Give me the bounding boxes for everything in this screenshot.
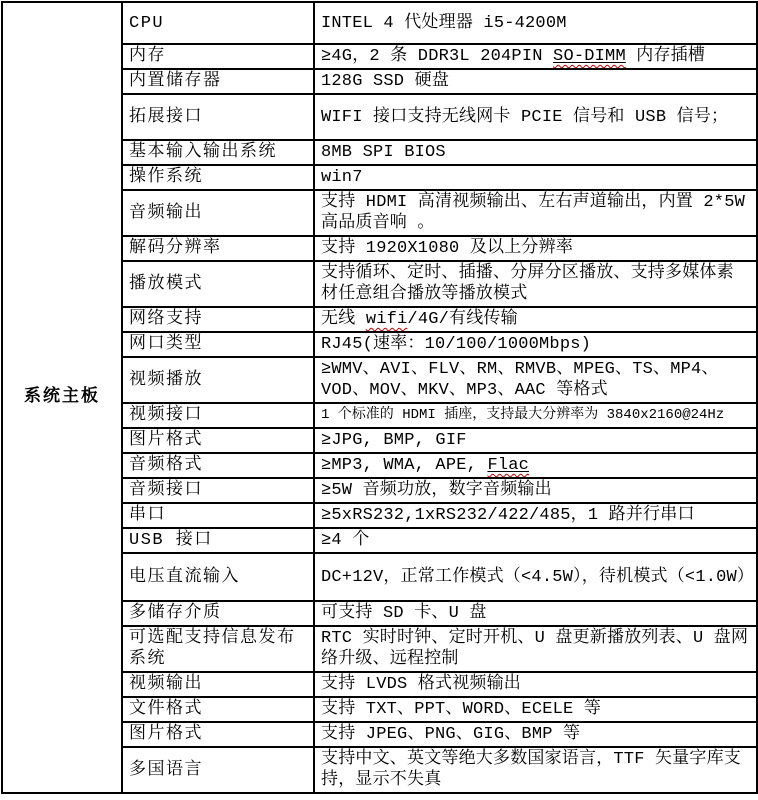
- spec-value-cell: 支持 1920X1080 及以上分辨率: [314, 236, 757, 261]
- value-text: /4G/有线传输: [407, 310, 518, 329]
- spec-name-cell: 串口: [122, 503, 314, 528]
- misspelled-term: [487, 456, 529, 475]
- spec-value-cell: [314, 44, 757, 69]
- spec-value-cell: ≥WMV、AVI、FLV、RM、RMVB、MPEG、TS、MP4、VOD、MOV、MKV、MP3、AAC 等格式: [314, 357, 757, 403]
- spec-value-cell: RJ45(速率：10/100/1000Mbps): [314, 332, 757, 357]
- spec-name-cell: USB 接口: [122, 528, 314, 553]
- spec-value-cell: WIFI 接口支持无线网卡 PCIE 信号和 USB 信号；: [314, 94, 757, 140]
- value-text: 无线: [321, 310, 366, 329]
- spec-name-cell: 音频格式: [122, 453, 314, 478]
- spec-name-cell: 内存: [122, 44, 314, 69]
- spec-name-cell: 文件格式: [122, 697, 314, 722]
- spec-name-cell: 图片格式: [122, 428, 314, 453]
- spec-name-cell: 图片格式: [122, 722, 314, 747]
- spec-name-cell: 网络支持: [122, 307, 314, 332]
- spec-value-cell: ≥4 个: [314, 528, 757, 553]
- spec-name-cell: 解码分辨率: [122, 236, 314, 261]
- spec-value-cell: ≥5xRS232,1xRS232/422/485，1 路并行串口: [314, 503, 757, 528]
- spec-name-cell: 可选配支持信息发布系统: [122, 626, 314, 672]
- spec-value-cell: 支持循环、定时、插播、分屏分区播放、支持多媒体素材任意组合播放等播放模式: [314, 261, 757, 307]
- spec-name-cell: 电压直流输入: [122, 553, 314, 601]
- spec-value-cell: ≥JPG, BMP, GIF: [314, 428, 757, 453]
- spec-name-cell: 多储存介质: [122, 601, 314, 626]
- spec-value-cell: DC+12V，正常工作模式（<4.5W），待机模式（<1.0W）: [314, 553, 757, 601]
- spec-value-cell: RTC 实时时钟、定时开机、U 盘更新播放列表、U 盘网络升级、远程控制: [314, 626, 757, 672]
- value-text: ≥MP3, WMA, APE,: [321, 456, 488, 475]
- table-row: [2, 2, 757, 44]
- spec-value-cell: 可支持 SD 卡、U 盘: [314, 601, 757, 626]
- spec-value-cell: 128G SSD 硬盘: [314, 69, 757, 94]
- spec-value-cell: 支持 LVDS 格式视频输出: [314, 672, 757, 697]
- misspelled-term: wifi: [365, 310, 408, 329]
- spec-table-body: [2, 2, 757, 793]
- spec-name-cell: 视频输出: [122, 672, 314, 697]
- spec-name-cell: 播放模式: [122, 261, 314, 307]
- underlined-text: Flac: [487, 456, 530, 475]
- spec-value-cell: win7: [314, 165, 757, 190]
- spec-name-cell: CPU: [122, 2, 314, 44]
- spec-name-cell: 操作系统: [122, 165, 314, 190]
- value-text: ≥4G，2 条 DDR3L 204PIN: [321, 47, 554, 66]
- underlined-text: SO-DIMM: [553, 47, 626, 66]
- spec-name-cell: 内置储存器: [122, 69, 314, 94]
- spec-name-cell: 音频输出: [122, 190, 314, 236]
- spec-value-cell: [314, 453, 757, 478]
- spec-name-cell: 网口类型: [122, 332, 314, 357]
- value-text: 内存插槽: [625, 47, 706, 66]
- spec-value-cell: 支持中文、英文等绝大多数国家语言，TTF 矢量字库支持，显示不失真: [314, 747, 757, 793]
- spec-value-cell: 支持 JPEG、PNG、GIG、BMP 等: [314, 722, 757, 747]
- spec-name-cell: 拓展接口: [122, 94, 314, 140]
- spec-name-cell: 音频接口: [122, 478, 314, 503]
- spec-value-cell: 支持 TXT、PPT、WORD、ECELE 等: [314, 697, 757, 722]
- spec-name-cell: 视频播放: [122, 357, 314, 403]
- spec-name-cell: 视频接口: [122, 403, 314, 428]
- spec-name-cell: 基本输入输出系统: [122, 140, 314, 165]
- spec-name-cell: 多国语言: [122, 747, 314, 793]
- spec-value-cell: 8MB SPI BIOS: [314, 140, 757, 165]
- spec-value-cell: INTEL 4 代处理器 i5-4200M: [314, 2, 757, 44]
- spec-value-cell: ≥5W 音频功放，数字音频输出: [314, 478, 757, 503]
- misspelled-term: [553, 47, 626, 66]
- spec-value-cell: [314, 307, 757, 332]
- spec-value-cell: 支持 HDMI 高清视频输出、左右声道输出，内置 2*5W 高品质音响 。: [314, 190, 757, 236]
- spec-table: [1, 1, 758, 794]
- spec-value-cell: 1 个标准的 HDMI 插座，支持最大分辨率为 3840x2160@24Hz: [314, 403, 757, 428]
- section-label-cell: 系统主板: [2, 2, 122, 793]
